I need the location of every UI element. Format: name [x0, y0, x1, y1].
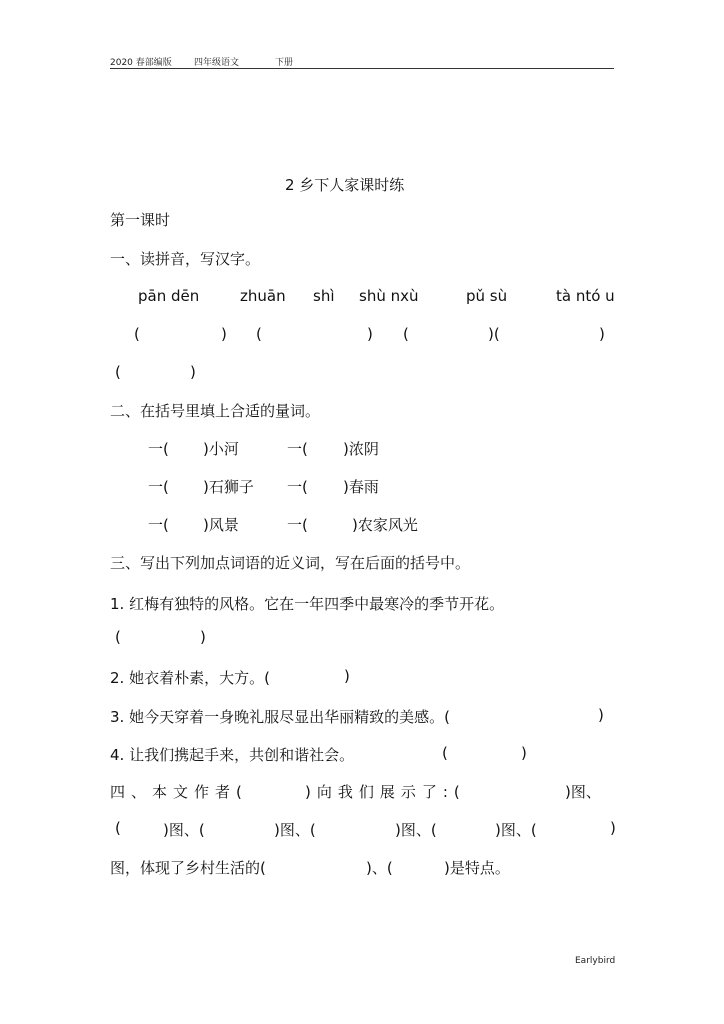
q3-sentence-1: 1. 红梅有独特的风格。它在一年四季中最寒冷的季节开花。: [110, 595, 505, 613]
q3-sentence-2: 2. 她衣着朴素，大方。(: [110, 669, 270, 687]
q2-item-1-prefix: 一(: [148, 440, 169, 458]
q4-line-3-c: )是特点。: [444, 859, 510, 877]
q2-item-2-word: )浓阴: [343, 440, 379, 458]
q4-line-3-a: 图，体现了乡村生活的(: [110, 859, 266, 877]
pinyin-1: pān dēn: [138, 287, 200, 305]
q1-blank-3-4: )(: [488, 325, 500, 343]
q1-blank-5-open: (: [115, 363, 121, 381]
footer-brand: Earlybird: [575, 956, 616, 966]
q4-line-2-b: )图、(: [163, 821, 205, 839]
q2-item-4-prefix: 一(: [287, 478, 308, 496]
q2-item-2-prefix: 一(: [287, 440, 308, 458]
q2-item-3-prefix: 一(: [148, 478, 169, 496]
q3-sentence-3: 3. 她今天穿着一身晚礼服尽显出华丽精致的美感。(: [110, 708, 450, 726]
q3-heading: 三、写出下列加点词语的近义词，写在后面的括号中。: [110, 554, 471, 572]
page-title: 2 乡下人家课时练: [285, 176, 405, 194]
header-volume: 下册: [275, 58, 294, 68]
header-rule: [110, 68, 614, 69]
q4-line-1-a: 四、本文作者(: [110, 783, 248, 801]
q2-item-3-word: )石狮子: [203, 478, 254, 496]
q2-heading: 二、在括号里填上合适的量词。: [110, 402, 321, 420]
pinyin-5: pǔ sù: [466, 287, 508, 305]
q1-blank-4-close: ): [599, 325, 605, 343]
q2-item-6-prefix: 一(: [287, 516, 308, 534]
pinyin-6: tà ntó u: [556, 287, 615, 305]
q1-heading: 一、读拼音，写汉字。: [110, 250, 261, 268]
q4-line-2-d: )图、(: [395, 821, 437, 839]
q4-line-3-b: )、(: [366, 859, 393, 877]
q4-line-2-f: ): [610, 819, 616, 837]
q3-blank-3-close: ): [598, 706, 604, 724]
q2-item-4-word: )春雨: [343, 478, 379, 496]
q1-blank-2-close: ): [367, 325, 373, 343]
q4-line-1-c: )图、: [565, 783, 601, 801]
q4-line-2-c: )图、(: [274, 821, 316, 839]
pinyin-4: shù nxù: [359, 287, 419, 305]
q2-item-5-prefix: 一(: [148, 516, 169, 534]
header-grade-subject: 四年级语文: [194, 58, 240, 68]
q4-line-1-b: )向我们展示了:(: [305, 783, 466, 801]
q2-item-6-word: )农家风光: [352, 516, 418, 534]
q3-blank-4-close: ): [521, 744, 527, 762]
q3-blank-1-close: ): [200, 628, 206, 646]
q1-blank-3-open: (: [403, 325, 409, 343]
q2-item-1-word: )小河: [203, 440, 239, 458]
pinyin-2: zhuān: [240, 287, 286, 305]
pinyin-3: shì: [313, 287, 335, 305]
header-edition: 2020 春部编版: [110, 58, 172, 68]
q1-blank-1-close: ): [221, 325, 227, 343]
q3-blank-1-open: (: [115, 628, 121, 646]
section-period: 第一课时: [110, 211, 171, 229]
q1-blank-2-open: (: [256, 325, 262, 343]
q3-blank-2-close: ): [344, 667, 350, 685]
q1-blank-1-open: (: [134, 325, 140, 343]
q4-line-2-e: )图、(: [495, 821, 537, 839]
q4-line-2-a: (: [115, 819, 121, 837]
q1-blank-5-close: ): [190, 363, 196, 381]
q3-blank-4-open: (: [442, 744, 448, 762]
q3-sentence-4: 4. 让我们携起手来，共创和谐社会。: [110, 746, 355, 764]
q2-item-5-word: )风景: [203, 516, 239, 534]
